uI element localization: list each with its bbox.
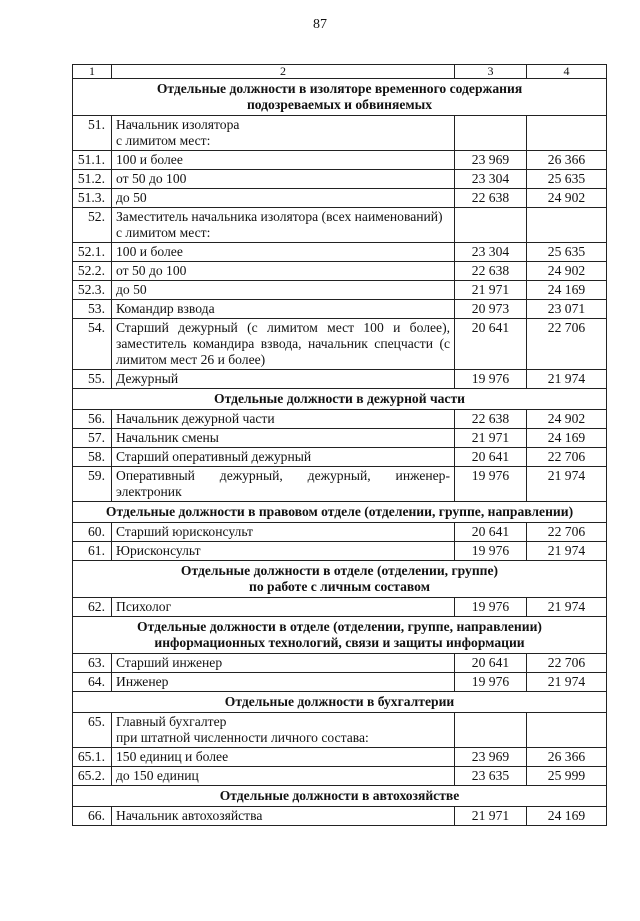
position-title bbox=[112, 807, 455, 826]
position-title bbox=[112, 713, 455, 748]
position-title-line: от 50 до 100 bbox=[116, 171, 187, 186]
position-title-line: Заместитель начальника изолятора (всех наименований) bbox=[116, 209, 443, 224]
row-number: 54. bbox=[73, 319, 112, 370]
salary-value-col3: 19 976 bbox=[455, 598, 527, 617]
table-row bbox=[73, 467, 607, 502]
salary-value-col3: 22 638 bbox=[455, 410, 527, 429]
section-title bbox=[73, 617, 607, 654]
salary-value-col3: 21 971 bbox=[455, 807, 527, 826]
position-title bbox=[112, 116, 455, 151]
table-row bbox=[73, 243, 607, 262]
table-row bbox=[73, 542, 607, 561]
section-title-line: Отдельные должности в дежурной части bbox=[214, 391, 465, 406]
salary-value-col3: 20 641 bbox=[455, 654, 527, 673]
section-title-line: Отдельные должности в бухгалтерии bbox=[224, 694, 455, 709]
row-number: 52.3. bbox=[73, 281, 112, 300]
salary-value-col3: 19 976 bbox=[455, 467, 527, 502]
salary-value-col4: 25 635 bbox=[527, 170, 607, 189]
salary-value-col4: 23 071 bbox=[527, 300, 607, 319]
position-title bbox=[112, 189, 455, 208]
row-number: 60. bbox=[73, 523, 112, 542]
row-number: 66. bbox=[73, 807, 112, 826]
salary-value-col3: 21 971 bbox=[455, 281, 527, 300]
position-title-line: 100 и более bbox=[116, 152, 183, 167]
salary-value-col3: 22 638 bbox=[455, 189, 527, 208]
table-row bbox=[73, 262, 607, 281]
salary-value-col4: 22 706 bbox=[527, 319, 607, 370]
position-title bbox=[112, 262, 455, 281]
position-title-line: Командир взвода bbox=[116, 301, 215, 316]
salary-value-col3: 20 641 bbox=[455, 448, 527, 467]
row-number: 65. bbox=[73, 713, 112, 748]
position-title bbox=[112, 281, 455, 300]
position-title-line: Старший оперативный дежурный bbox=[116, 449, 312, 464]
table-row bbox=[73, 151, 607, 170]
salary-value-col4: 21 974 bbox=[527, 542, 607, 561]
salary-value-col4: 21 974 bbox=[527, 370, 607, 389]
salary-value-col3 bbox=[455, 208, 527, 243]
position-title-line: Старший дежурный (с лимитом мест 100 и более), заместитель командира взвода, начальник спецчасти (с лимитом мест 26 и более) bbox=[116, 320, 450, 367]
position-title-line: до 50 bbox=[116, 282, 147, 297]
table-row bbox=[73, 807, 607, 826]
position-title-line: Старший юрисконсульт bbox=[116, 524, 253, 539]
column-number: 3 bbox=[455, 65, 527, 79]
section-title bbox=[73, 389, 607, 410]
section-header-row bbox=[73, 692, 607, 713]
section-header-row bbox=[73, 561, 607, 598]
salary-value-col3: 20 641 bbox=[455, 319, 527, 370]
salary-value-col3: 22 638 bbox=[455, 262, 527, 281]
salary-value-col4 bbox=[527, 713, 607, 748]
section-header-row bbox=[73, 79, 607, 116]
table-row bbox=[73, 767, 607, 786]
table-row bbox=[73, 598, 607, 617]
row-number: 51.1. bbox=[73, 151, 112, 170]
section-title bbox=[73, 786, 607, 807]
position-title bbox=[112, 410, 455, 429]
page-number: 87 bbox=[313, 17, 327, 32]
section-title bbox=[73, 502, 607, 523]
row-number: 65.1. bbox=[73, 748, 112, 767]
position-title bbox=[112, 748, 455, 767]
position-title-line: Оперативный дежурный, дежурный, инженер-электроник bbox=[116, 468, 450, 499]
salary-value-col3: 23 304 bbox=[455, 170, 527, 189]
position-title-line: с лимитом мест: bbox=[116, 225, 211, 240]
position-title-line: с лимитом мест: bbox=[116, 133, 211, 148]
row-number: 52.1. bbox=[73, 243, 112, 262]
table-row bbox=[73, 300, 607, 319]
position-title-line: Юрисконсульт bbox=[116, 543, 201, 558]
position-title bbox=[112, 448, 455, 467]
salary-value-col4: 25 635 bbox=[527, 243, 607, 262]
table-row bbox=[73, 170, 607, 189]
table-row bbox=[73, 448, 607, 467]
salary-value-col3: 23 304 bbox=[455, 243, 527, 262]
position-title-line: Начальник автохозяйства bbox=[116, 808, 263, 823]
salary-value-col3: 19 976 bbox=[455, 370, 527, 389]
position-title bbox=[112, 542, 455, 561]
column-number: 1 bbox=[73, 65, 112, 79]
position-title-line: до 50 bbox=[116, 190, 147, 205]
section-title bbox=[73, 561, 607, 598]
table-row bbox=[73, 281, 607, 300]
row-number: 53. bbox=[73, 300, 112, 319]
salary-value-col4: 25 999 bbox=[527, 767, 607, 786]
salary-value-col3: 19 976 bbox=[455, 673, 527, 692]
table-row bbox=[73, 116, 607, 151]
position-title-line: Начальник смены bbox=[116, 430, 219, 445]
salary-value-col4: 22 706 bbox=[527, 654, 607, 673]
salary-value-col4: 21 974 bbox=[527, 673, 607, 692]
salary-value-col4: 24 169 bbox=[527, 429, 607, 448]
row-number: 64. bbox=[73, 673, 112, 692]
table-row bbox=[73, 410, 607, 429]
section-title bbox=[73, 79, 607, 116]
table-row bbox=[73, 748, 607, 767]
position-title bbox=[112, 467, 455, 502]
salary-value-col3: 21 971 bbox=[455, 429, 527, 448]
section-header-row bbox=[73, 389, 607, 410]
row-number: 58. bbox=[73, 448, 112, 467]
salary-value-col4: 24 169 bbox=[527, 807, 607, 826]
row-number: 56. bbox=[73, 410, 112, 429]
position-title-line: 150 единиц и более bbox=[116, 749, 229, 764]
row-number: 51.2. bbox=[73, 170, 112, 189]
position-title-line: 100 и более bbox=[116, 244, 183, 259]
table-row bbox=[73, 429, 607, 448]
section-title-line: Отдельные должности в изоляторе временного содержания bbox=[156, 81, 523, 96]
position-title-line: до 150 единиц bbox=[116, 768, 199, 783]
row-number: 65.2. bbox=[73, 767, 112, 786]
position-title-line: Начальник изолятора bbox=[116, 117, 240, 132]
position-title bbox=[112, 300, 455, 319]
salary-value-col3 bbox=[455, 116, 527, 151]
salary-value-col4: 24 902 bbox=[527, 410, 607, 429]
column-number: 2 bbox=[112, 65, 455, 79]
salary-value-col3: 23 969 bbox=[455, 151, 527, 170]
section-title-line: подозреваемых и обвиняемых bbox=[246, 97, 433, 112]
table-row bbox=[73, 208, 607, 243]
position-title bbox=[112, 767, 455, 786]
row-number: 55. bbox=[73, 370, 112, 389]
section-title-line: по работе с личным составом bbox=[249, 579, 430, 594]
salary-value-col4 bbox=[527, 208, 607, 243]
table-row bbox=[73, 654, 607, 673]
position-title-line: Инженер bbox=[116, 674, 169, 689]
section-header-row bbox=[73, 617, 607, 654]
position-title bbox=[112, 170, 455, 189]
salary-value-col4: 24 902 bbox=[527, 189, 607, 208]
salary-value-col3: 20 973 bbox=[455, 300, 527, 319]
row-number: 51. bbox=[73, 116, 112, 151]
position-title bbox=[112, 243, 455, 262]
position-title bbox=[112, 370, 455, 389]
salary-value-col4: 22 706 bbox=[527, 523, 607, 542]
table-row bbox=[73, 370, 607, 389]
salary-value-col3 bbox=[455, 713, 527, 748]
row-number: 57. bbox=[73, 429, 112, 448]
salary-value-col3: 19 976 bbox=[455, 542, 527, 561]
position-title bbox=[112, 208, 455, 243]
section-title-line: информационных технологий, связи и защиты информации bbox=[154, 635, 525, 650]
table-row bbox=[73, 523, 607, 542]
position-title bbox=[112, 673, 455, 692]
position-title-line: Начальник дежурной части bbox=[116, 411, 275, 426]
table-row bbox=[73, 319, 607, 370]
position-title bbox=[112, 598, 455, 617]
position-title bbox=[112, 429, 455, 448]
salary-value-col3: 23 635 bbox=[455, 767, 527, 786]
section-title-line: Отдельные должности в отделе (отделении, группе) bbox=[180, 563, 499, 578]
section-title-line: Отдельные должности в автохозяйстве bbox=[219, 788, 460, 803]
position-title-line: Психолог bbox=[116, 599, 172, 614]
position-title bbox=[112, 319, 455, 370]
salary-value-col4: 26 366 bbox=[527, 151, 607, 170]
position-title-line: Старший инженер bbox=[116, 655, 223, 670]
table-row bbox=[73, 673, 607, 692]
table-row bbox=[73, 713, 607, 748]
section-header-row bbox=[73, 502, 607, 523]
salary-value-col4: 22 706 bbox=[527, 448, 607, 467]
salary-table bbox=[72, 64, 607, 826]
salary-value-col3: 23 969 bbox=[455, 748, 527, 767]
salary-value-col4 bbox=[527, 116, 607, 151]
section-title-line: Отдельные должности в отделе (отделении, группе, направлении) bbox=[137, 619, 542, 634]
section-header-row bbox=[73, 786, 607, 807]
salary-value-col4: 26 366 bbox=[527, 748, 607, 767]
row-number: 52. bbox=[73, 208, 112, 243]
salary-value-col3: 20 641 bbox=[455, 523, 527, 542]
position-title bbox=[112, 523, 455, 542]
position-title-line: от 50 до 100 bbox=[116, 263, 187, 278]
position-title-line: Дежурный bbox=[116, 371, 179, 386]
section-title-line: Отдельные должности в правовом отделе (отделении, группе, направлении) bbox=[105, 504, 574, 519]
row-number: 63. bbox=[73, 654, 112, 673]
position-title bbox=[112, 151, 455, 170]
row-number: 59. bbox=[73, 467, 112, 502]
section-title bbox=[73, 692, 607, 713]
row-number: 62. bbox=[73, 598, 112, 617]
salary-value-col4: 24 902 bbox=[527, 262, 607, 281]
column-number-row bbox=[73, 65, 607, 79]
salary-value-col4: 21 974 bbox=[527, 467, 607, 502]
position-title-line: при штатной численности личного состава: bbox=[116, 730, 369, 745]
row-number: 61. bbox=[73, 542, 112, 561]
salary-value-col4: 21 974 bbox=[527, 598, 607, 617]
row-number: 52.2. bbox=[73, 262, 112, 281]
position-title bbox=[112, 654, 455, 673]
table-row bbox=[73, 189, 607, 208]
salary-value-col4: 24 169 bbox=[527, 281, 607, 300]
row-number: 51.3. bbox=[73, 189, 112, 208]
position-title-line: Главный бухгалтер bbox=[116, 714, 227, 729]
column-number: 4 bbox=[527, 65, 607, 79]
